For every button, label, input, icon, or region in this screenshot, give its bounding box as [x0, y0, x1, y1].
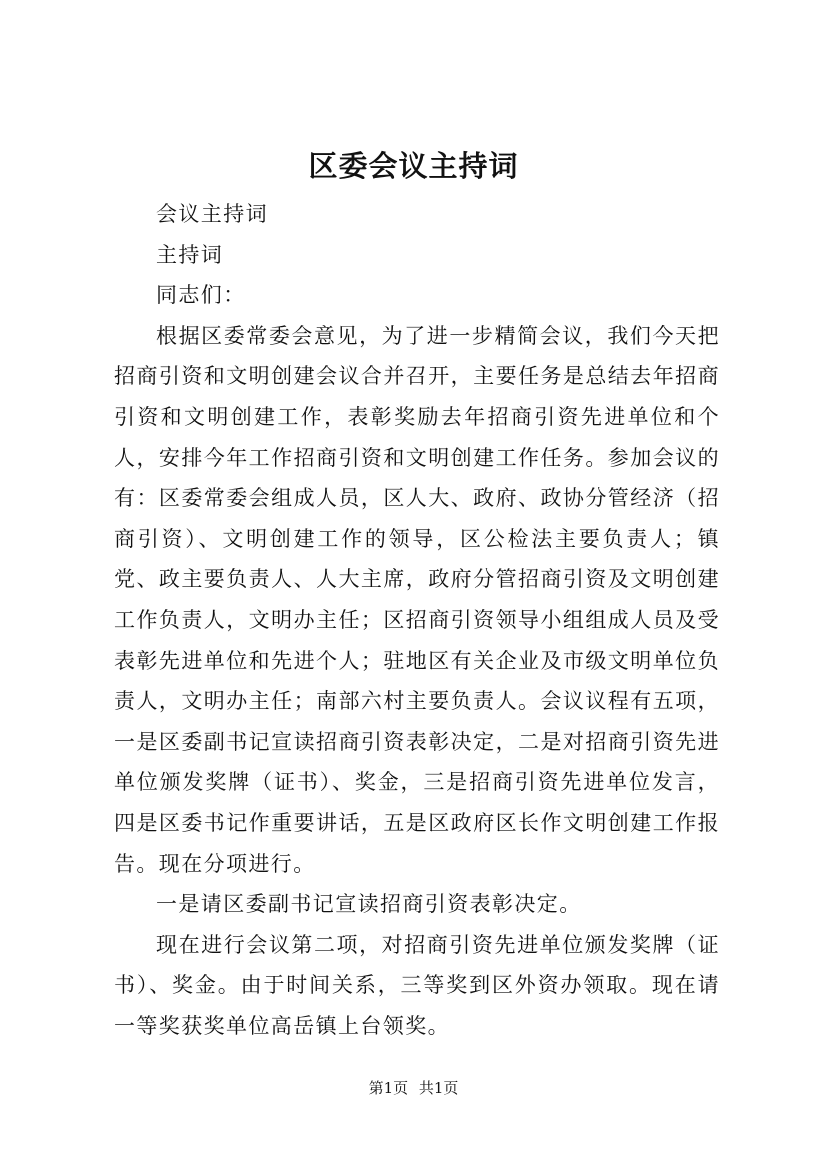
- paragraph-main: 根据区委常委会意见，为了进一步精简会议，我们今天把招商引资和文明创建会议合并召开，主要任务是总结去年招商引资和文明创建工作，表彰奖励去年招商引资先进单位和个人，安排今年工作招商引资和文明创建工作任务。参加会议的有：区委常委会组成人员，区人大、政府、政协分管经济（招商引资）、文明创建工作的领导，区公检法主要负责人；镇党、政主要负责人、人大主席，政府分管招商引资及文明创建工作负责人，文明办主任；区招商引资领导小组组成人员及受表彰先进单位和先进个人；驻地区有关企业及市级文明单位负责人，文明办主任；南部六村主要负责人。会议议程有五项，一是区委副书记宣读招商引资表彰决定，二是对招商引资先进单位颁发奖牌（证书）、奖金，三是招商引资先进单位发言，四是区委书记作重要讲话，五是区政府区长作文明创建工作报告。现在分项进行。: [114, 323, 720, 876]
- paragraph-salutation: 同志们：: [156, 283, 246, 308]
- page-footer: [0, 1078, 827, 1098]
- page-number: 第1页: [368, 1079, 409, 1097]
- paragraph-agenda-two: 现在进行会议第二项，对招商引资先进单位颁发奖牌（证书）、奖金。由于时间关系，三等奖到区外资办领取。现在请一等奖获奖单位高岳镇上台领奖。: [114, 932, 720, 1038]
- page-total: 共1页: [418, 1079, 459, 1097]
- document-body: [114, 194, 720, 1046]
- paragraph-subheading: 主持词: [156, 242, 224, 267]
- document-title: 区委会议主持词: [308, 149, 519, 183]
- paragraph-agenda-one: 一是请区委副书记宣读招商引资表彰决定。: [156, 892, 582, 917]
- paragraph-heading: 会议主持词: [156, 202, 268, 226]
